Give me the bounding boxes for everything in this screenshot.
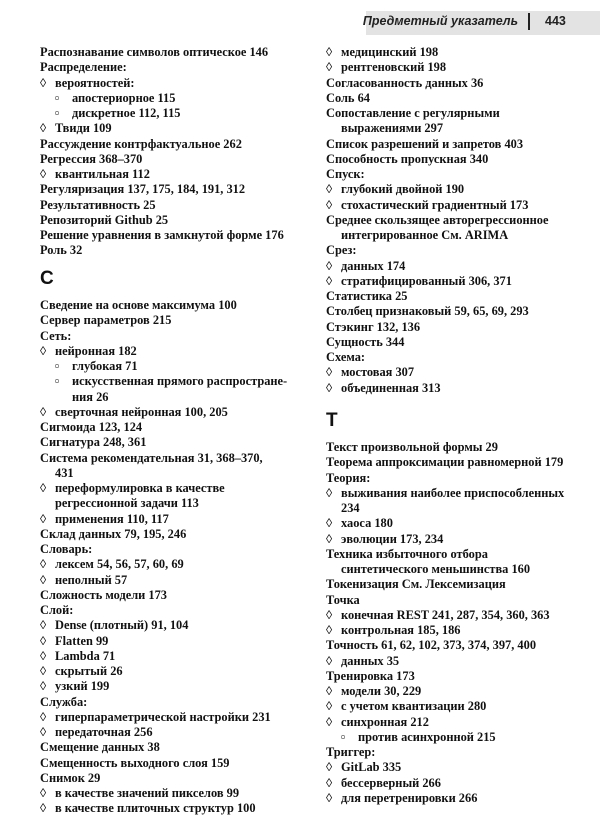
index-entry-text: 234 [341, 501, 360, 515]
index-entry-text: искусственная прямого распростране- [72, 374, 288, 389]
index-entry-text: Сигмоида 123, 124 [40, 420, 143, 434]
diamond-bullet-icon: ◊ [326, 182, 333, 197]
index-entry-text: выживания наиболее приспособленных [341, 485, 565, 500]
diamond-bullet-icon: ◊ [326, 790, 333, 805]
index-entry [326, 745, 375, 760]
index-entry-text: скрытый 26 [55, 664, 123, 678]
index-entry [40, 213, 168, 228]
index-entry-text: передаточная 256 [55, 725, 153, 739]
diamond-bullet-icon: ◊ [40, 679, 47, 694]
index-entry-text: хаоса 180 [341, 516, 393, 531]
square-bullet-icon: ▫ [55, 106, 60, 120]
index-entry-text: Текст произвольной формы 29 [326, 440, 498, 454]
index-entry-text: интегрированное См. ARIMA [341, 228, 509, 242]
diamond-bullet-icon: ◊ [40, 664, 47, 678]
index-entry [40, 420, 142, 435]
diamond-bullet-icon: ◊ [40, 75, 47, 90]
index-entry [40, 725, 153, 740]
index-entry-text: синтетического меньшинства 160 [341, 562, 531, 576]
index-entry [40, 664, 123, 679]
diamond-bullet-icon: ◊ [326, 60, 333, 75]
index-entry [326, 501, 360, 516]
index-entry [326, 608, 550, 623]
diamond-bullet-icon: ◊ [326, 699, 333, 714]
index-entry-text: Способность пропускная 340 [326, 151, 489, 166]
index-entry-text: квантильная 112 [55, 167, 150, 181]
index-entry [40, 76, 135, 91]
diamond-bullet-icon: ◊ [326, 516, 333, 531]
index-entry [326, 669, 415, 684]
index-entry-text: глубокий двойной 190 [341, 182, 465, 197]
index-entry-text: Точность 61, 62, 102, 373, 374, 397, 400 [326, 638, 537, 653]
index-entry-text: Срез: [326, 243, 357, 258]
index-entry [326, 91, 370, 106]
index-entry-text: контрольная 185, 186 [341, 623, 461, 637]
page-number: 443 [545, 14, 566, 28]
index-entry [326, 213, 549, 228]
index-entry-text: Регрессия 368–370 [40, 151, 143, 166]
index-entry [40, 374, 287, 389]
index-entry [40, 152, 142, 167]
index-entry [40, 740, 160, 755]
index-entry [326, 381, 441, 396]
index-entry [40, 527, 186, 542]
diamond-bullet-icon: ◊ [40, 786, 47, 800]
index-entry [40, 228, 284, 243]
index-entry [326, 228, 508, 243]
index-entry-text: бессерверный 266 [341, 775, 441, 790]
index-entry [326, 471, 370, 486]
index-entry-text: Решение уравнения в замкнутой форме 176 [40, 228, 284, 242]
index-entry-text: Теория: [326, 470, 371, 485]
index-entry-text: гиперпараметрической настройки 231 [55, 709, 271, 724]
diamond-bullet-icon: ◊ [326, 197, 333, 212]
index-entry [326, 730, 496, 745]
index-entry [326, 486, 564, 501]
index-entry-text: в качестве значений пикселов 99 [55, 786, 240, 800]
index-entry-text: против асинхронной 215 [358, 729, 496, 744]
index-entry [326, 182, 464, 197]
index-entry [326, 440, 498, 455]
index-entry-text: Сведение на основе максимума 100 [40, 298, 237, 312]
index-entry-text: Техника избыточного отбора [326, 546, 488, 561]
index-entry-text: лексем 54, 56, 57, 60, 69 [55, 557, 184, 572]
diamond-bullet-icon: ◊ [40, 343, 47, 358]
index-entry [326, 760, 401, 775]
index-entry [326, 547, 488, 562]
index-entry [40, 243, 82, 258]
index-entry-text: конечная REST 241, 287, 354, 360, 363 [341, 607, 550, 622]
index-entry [40, 618, 188, 633]
index-entry-text: регрессионной задачи 113 [55, 496, 199, 511]
index-entry-text: мостовая 307 [341, 365, 415, 380]
index-entry [326, 76, 483, 91]
header-separator [528, 13, 530, 30]
index-entry [326, 152, 488, 167]
index-entry [40, 512, 169, 527]
diamond-bullet-icon: ◊ [40, 481, 47, 495]
index-entry-text: объединенная 313 [341, 380, 441, 395]
index-entry [40, 182, 245, 197]
index-entry [40, 603, 73, 618]
index-entry-text: Словарь: [40, 542, 93, 556]
index-entry-text: Система рекомендательная 31, 368–370, [40, 450, 263, 465]
index-entry-text: эволюции 173, 234 [341, 531, 444, 546]
index-entry [40, 167, 150, 182]
index-entry-text: Сопоставление с регулярными [326, 106, 500, 120]
index-entry-text: Сигнатура 248, 361 [40, 435, 147, 450]
index-entry-text: Статистика 25 [326, 289, 408, 303]
index-entry [326, 715, 429, 730]
index-entry [326, 167, 365, 182]
index-entry [40, 542, 92, 557]
index-entry [326, 684, 421, 699]
index-entry [40, 496, 199, 511]
index-entry-text: Список разрешений и запретов 403 [326, 136, 524, 151]
diamond-bullet-icon: ◊ [40, 648, 47, 663]
diamond-bullet-icon: ◊ [40, 633, 47, 648]
index-entry-text: с учетом квантизации 280 [341, 699, 487, 714]
index-entry-text: Dense (плотный) 91, 104 [55, 618, 189, 633]
index-entry-text: Теорема аппроксимации равномерной 179 [326, 455, 564, 470]
index-entry [326, 350, 365, 365]
index-entry [40, 786, 239, 801]
diamond-bullet-icon: ◊ [40, 709, 47, 724]
index-entry [40, 573, 127, 588]
diamond-bullet-icon: ◊ [326, 273, 333, 288]
index-entry [40, 771, 100, 786]
index-entry-text: медицинский 198 [341, 45, 439, 59]
index-entry-text: Триггер: [326, 745, 376, 759]
index-entry-text: Сеть: [40, 328, 72, 343]
square-bullet-icon: ▫ [341, 729, 346, 744]
index-entry [326, 593, 360, 608]
index-entry-text: Flatten 99 [55, 633, 109, 648]
index-entry [40, 198, 156, 213]
diamond-bullet-icon: ◊ [326, 380, 333, 395]
index-entry [326, 259, 405, 274]
index-entry [326, 516, 393, 531]
diamond-bullet-icon: ◊ [326, 607, 333, 622]
diamond-bullet-icon: ◊ [40, 801, 47, 816]
index-entry [326, 577, 506, 592]
index-entry-text: применения 110, 117 [55, 511, 169, 526]
index-entry-text: Смещение данных 38 [40, 740, 160, 755]
diamond-bullet-icon: ◊ [326, 485, 333, 500]
diamond-bullet-icon: ◊ [326, 365, 333, 380]
index-entry [40, 137, 242, 152]
index-entry [40, 60, 127, 75]
index-entry [326, 638, 536, 653]
index-entry-text: Регуляризация 137, 175, 184, 191, 312 [40, 182, 246, 197]
index-entry [40, 313, 171, 328]
index-entry-text: Среднее скользящее авторегрессионное [326, 212, 549, 227]
index-entry [326, 137, 523, 152]
header-title: Предметный указатель [362, 14, 518, 28]
index-entry-text: стратифицированный 306, 371 [341, 273, 512, 288]
section-letter: С [40, 268, 54, 289]
index-entry [40, 451, 263, 466]
index-entry [326, 776, 441, 791]
index-entry-text: Репозиторий Github 25 [40, 212, 169, 227]
index-entry-text: переформулировка в качестве [55, 481, 225, 495]
index-entry [326, 623, 460, 638]
index-entry [40, 481, 225, 496]
index-entry-text: Твиди 109 [55, 121, 112, 136]
index-entry [326, 320, 420, 335]
index-entry-text: Снимок 29 [40, 770, 101, 785]
section-letter: Т [326, 410, 338, 431]
index-entry [326, 335, 404, 350]
diamond-bullet-icon: ◊ [326, 45, 333, 59]
index-entry-text: Сервер параметров 215 [40, 313, 172, 328]
diamond-bullet-icon: ◊ [326, 775, 333, 790]
index-entry [40, 91, 175, 106]
index-entry-text: модели 30, 229 [341, 684, 422, 698]
index-entry-text: Рассуждение контрфактуальное 262 [40, 136, 242, 151]
index-entry-text: 431 [55, 465, 74, 480]
index-entry [326, 121, 443, 136]
index-entry [40, 466, 74, 481]
diamond-bullet-icon: ◊ [40, 121, 47, 136]
index-entry-text: Тренировка 173 [326, 668, 415, 683]
diamond-bullet-icon: ◊ [40, 725, 47, 739]
index-entry [326, 365, 414, 380]
index-entry [326, 791, 477, 806]
diamond-bullet-icon: ◊ [40, 511, 47, 526]
index-entry [40, 390, 108, 405]
index-entry [326, 198, 528, 213]
diamond-bullet-icon: ◊ [40, 618, 47, 633]
running-header [0, 0, 600, 40]
index-entry-text: Соль 64 [326, 90, 370, 105]
index-entry-text: Слой: [40, 603, 74, 617]
index-entry-text: ния 26 [72, 389, 109, 404]
index-entry-text: Служба: [40, 694, 88, 709]
index-entry [40, 801, 256, 816]
diamond-bullet-icon: ◊ [40, 167, 47, 181]
index-entry-text: нейронная 182 [55, 343, 137, 358]
index-entry [326, 45, 438, 60]
index-entry-text: Роль 32 [40, 243, 83, 258]
index-entry-text: Сущность 344 [326, 334, 405, 349]
index-entry [40, 649, 115, 664]
index-entry [326, 60, 446, 75]
diamond-bullet-icon: ◊ [40, 557, 47, 572]
index-entry-text: Точка [326, 592, 360, 607]
index-entry-text: для перетренировки 266 [341, 790, 478, 805]
diamond-bullet-icon: ◊ [40, 404, 47, 419]
diamond-bullet-icon: ◊ [326, 684, 333, 698]
index-entry [40, 695, 87, 710]
index-entry [40, 557, 184, 572]
diamond-bullet-icon: ◊ [326, 531, 333, 546]
index-entry-text: сверточная нейронная 100, 205 [55, 404, 228, 419]
index-entry-text: Столбец признаковый 59, 65, 69, 293 [326, 304, 529, 319]
index-entry [40, 710, 271, 725]
index-entry [40, 121, 112, 136]
index-entry [326, 654, 399, 669]
index-entry-text: стохастический градиентный 173 [341, 197, 529, 212]
index-entry-text: рентгеновский 198 [341, 60, 447, 75]
index-entry-text: данных 35 [341, 653, 400, 668]
diamond-bullet-icon: ◊ [40, 572, 47, 587]
index-entry-text: Токенизация См. Лексемизация [326, 577, 506, 592]
index-entry-text: вероятностей: [55, 75, 135, 90]
index-entry [326, 289, 407, 304]
index-entry-text: Спуск: [326, 167, 365, 181]
index-entry-text: Схема: [326, 350, 366, 364]
index-entry [40, 435, 146, 450]
index-entry [40, 329, 71, 344]
diamond-bullet-icon: ◊ [326, 258, 333, 273]
index-entry [40, 359, 138, 374]
index-entry [40, 45, 268, 60]
index-entry [326, 699, 486, 714]
diamond-bullet-icon: ◊ [326, 714, 333, 729]
index-entry-text: Распознавание символов оптическое 146 [40, 45, 269, 59]
index-entry-text: Lambda 71 [55, 648, 116, 663]
index-entry-text: Смещенность выходного слоя 159 [40, 755, 230, 770]
index-entry-text: выражениями 297 [341, 121, 444, 136]
index-entry-text: в качестве плиточных структур 100 [55, 801, 256, 816]
diamond-bullet-icon: ◊ [326, 760, 333, 775]
index-entry-text: апостериорное 115 [72, 90, 176, 105]
index-entry [40, 679, 109, 694]
diamond-bullet-icon: ◊ [326, 623, 333, 637]
index-entry [40, 405, 228, 420]
index-entry-text: GitLab 335 [341, 760, 402, 775]
index-entry-text: Склад данных 79, 195, 246 [40, 526, 187, 541]
index-entry-text: дискретное 112, 115 [72, 106, 181, 120]
index-entry-text: Согласованность данных 36 [326, 75, 484, 90]
index-entry [326, 106, 500, 121]
index-entry [40, 298, 237, 313]
index-entry [326, 243, 356, 258]
index-entry [326, 532, 443, 547]
index-entry-text: узкий 199 [55, 679, 110, 694]
index-entry-text: неполный 57 [55, 572, 128, 587]
index-entry [326, 274, 512, 289]
index-entry [40, 634, 108, 649]
index-entry [326, 562, 530, 577]
index-entry [40, 106, 180, 121]
index-entry-text: Результативность 25 [40, 197, 156, 212]
index-entry [326, 304, 529, 319]
square-bullet-icon: ▫ [55, 374, 60, 389]
index-entry-text: Сложность модели 173 [40, 587, 167, 602]
index-entry [40, 588, 167, 603]
square-bullet-icon: ▫ [55, 90, 60, 105]
index-entry-text: синхронная 212 [341, 714, 429, 729]
index-entry-text: данных 174 [341, 258, 406, 273]
index-entry [40, 344, 137, 359]
index-entry-text: Стэкинг 132, 136 [326, 319, 421, 334]
square-bullet-icon: ▫ [55, 359, 60, 373]
index-entry-text: Распределение: [40, 60, 127, 75]
index-entry-text: глубокая 71 [72, 359, 138, 373]
index-entry [40, 756, 230, 771]
index-entry [326, 455, 563, 470]
diamond-bullet-icon: ◊ [326, 653, 333, 668]
